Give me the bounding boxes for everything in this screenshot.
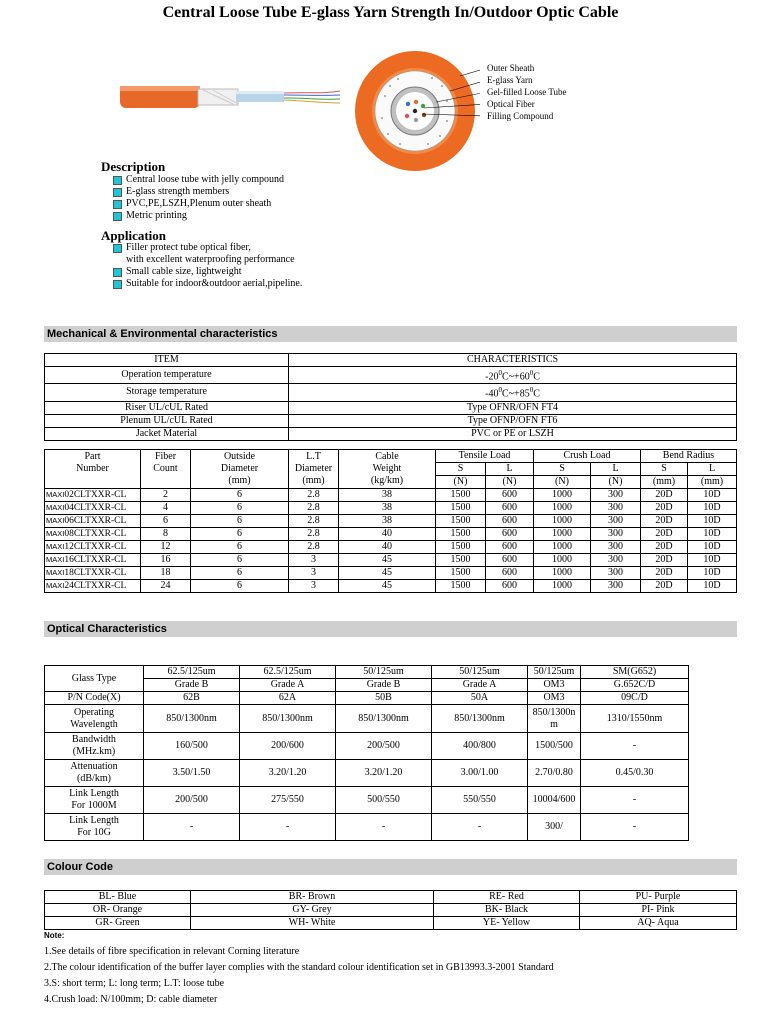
table-cell: PVC or PE or LSZH [289, 427, 737, 440]
table-cell: 3.20/1.20 [336, 760, 432, 787]
table-cell: 38 [339, 502, 436, 515]
table-cell: Storage temperature [45, 384, 289, 401]
table-cell: 2.8 [289, 502, 339, 515]
table-cell: 3 [289, 580, 339, 593]
description-heading: Description [101, 159, 166, 174]
note-item: 3.S: short term; L: long term; L.T: loose tube [44, 978, 225, 989]
part-number-cell: MAXI12CLTXXR-CL [45, 541, 141, 554]
bullet-square-icon [113, 244, 122, 253]
table-cell: 300 [591, 515, 641, 528]
table-cell: 2.8 [289, 515, 339, 528]
table-row [45, 384, 737, 401]
list-item: Metric printing [113, 210, 284, 222]
page-title: Central Loose Tube E-glass Yarn Strength In/Outdoor Optic Cable [162, 4, 619, 21]
list-item: with excellent waterproofing performance [126, 254, 295, 265]
table-cell: 3.20/1.20 [240, 760, 336, 787]
table-cell: Plenum UL/cUL Rated [45, 414, 289, 427]
table-cell: 200/500 [336, 733, 432, 760]
part-number-cell: MAXI06CLTXXR-CL [45, 515, 141, 528]
table-cell: Operation temperature [45, 367, 289, 384]
part-number-cell: MAXI08CLTXXR-CL [45, 528, 141, 541]
table-cell: 6 [191, 554, 289, 567]
table-header-cell: Operating Wavelength [45, 705, 144, 733]
table-cell: 6 [141, 515, 191, 528]
table-header-cell: Fiber Count [141, 450, 191, 489]
table-header-cell: (N) [486, 476, 534, 489]
application-heading: Application [101, 228, 167, 243]
table-cell: 600 [486, 567, 534, 580]
table-cell: GR- Green [45, 917, 191, 930]
table-cell: 6 [191, 580, 289, 593]
table-cell: 1000 [534, 528, 591, 541]
note-item: 2.The colour identification of the buffer layer complies with the standard colour identification set in GB13993.3-2001 Standard [44, 962, 554, 973]
table-cell: 20D [641, 489, 688, 502]
table-cell: 62.5/125um [144, 666, 240, 679]
callout-filling-compound: Filling Compound [487, 111, 554, 121]
table-header-cell: S [641, 463, 688, 476]
table-row [45, 891, 737, 904]
table-cell: 1000 [534, 567, 591, 580]
table-row [45, 666, 689, 679]
table-cell: 3.00/1.00 [432, 760, 528, 787]
table-cell: 62A [240, 692, 336, 705]
table-cell: 10D [688, 489, 737, 502]
table-cell: 400/800 [432, 733, 528, 760]
table-cell: Type OFNR/OFN FT4 [289, 401, 737, 414]
table-cell: 1500 [436, 528, 486, 541]
table-row [45, 502, 737, 515]
table-header-cell: Tensile Load [436, 450, 534, 463]
table-cell: 300 [591, 528, 641, 541]
table-cell: WH- White [191, 917, 434, 930]
table-cell: 10004/600 [528, 787, 581, 814]
table-cell: 850/1300nm [432, 705, 528, 733]
list-item: E-glass strength members [113, 186, 284, 198]
table-cell: Grade A [432, 679, 528, 692]
table-cell: $-20^0C\sim+60^0C$ [289, 367, 737, 384]
table-row [45, 917, 737, 930]
table-cell: GY- Grey [191, 904, 434, 917]
part-number-cell: MAXI24CLTXXR-CL [45, 580, 141, 593]
table-cell: 300 [591, 567, 641, 580]
optical-table [44, 665, 689, 841]
bullet-square-icon [113, 188, 122, 197]
table-cell: 10D [688, 515, 737, 528]
table-cell: RE- Red [434, 891, 580, 904]
table-cell: 1000 [534, 489, 591, 502]
specification-table [44, 449, 737, 593]
colour-code-table [44, 890, 737, 930]
table-cell: 300 [591, 554, 641, 567]
table-cell: 09C/D [581, 692, 689, 705]
table-cell: 6 [191, 489, 289, 502]
table-cell: 600 [486, 580, 534, 593]
table-cell: BR- Brown [191, 891, 434, 904]
table-cell: Grade B [144, 679, 240, 692]
table-cell: 200/600 [240, 733, 336, 760]
table-cell: OM3 [528, 692, 581, 705]
callout-loose-tube: Gel-filled Loose Tube [487, 87, 567, 97]
table-cell: 45 [339, 567, 436, 580]
table-cell: 50B [336, 692, 432, 705]
table-cell: 850/1300nm [144, 705, 240, 733]
table-row [45, 528, 737, 541]
table-row [45, 515, 737, 528]
table-cell: 6 [191, 541, 289, 554]
part-number-cell: MAXI04CLTXXR-CL [45, 502, 141, 515]
table-header-cell: S [534, 463, 591, 476]
table-cell: 1500/500 [528, 733, 581, 760]
table-cell: 20D [641, 541, 688, 554]
table-cell: 1500 [436, 554, 486, 567]
table-cell: - [432, 814, 528, 841]
table-cell: 20D [641, 554, 688, 567]
table-cell: 20D [641, 528, 688, 541]
cable-cross-section-illustration [350, 46, 480, 176]
table-row [45, 787, 689, 814]
table-row [45, 541, 737, 554]
table-cell: YE- Yellow [434, 917, 580, 930]
part-number-cell: MAXI16CLTXXR-CL [45, 554, 141, 567]
table-header-cell: P/N Code(X) [45, 692, 144, 705]
table-cell: 50A [432, 692, 528, 705]
cable-callout-labels [487, 62, 567, 122]
table-cell: Type OFNP/OFN FT6 [289, 414, 737, 427]
table-header-cell: Bend Radius [641, 450, 737, 463]
table-cell: 18 [141, 567, 191, 580]
table-cell: 10D [688, 567, 737, 580]
table-cell: OR- Orange [45, 904, 191, 917]
table-cell: PI- Pink [580, 904, 737, 917]
table-cell: $-40^0C\sim+85^0C$ [289, 384, 737, 401]
table-header-cell: L [688, 463, 737, 476]
table-cell: G.652C/D [581, 679, 689, 692]
part-number-cell: MAXI18CLTXXR-CL [45, 567, 141, 580]
table-cell: 16 [141, 554, 191, 567]
colour-code-section-bar: Colour Code [44, 859, 737, 875]
table-cell: 24 [141, 580, 191, 593]
table-cell: Grade A [240, 679, 336, 692]
table-cell: 3 [289, 554, 339, 567]
table-cell: OM3 [528, 679, 581, 692]
table-cell: 1500 [436, 541, 486, 554]
table-cell: 300 [591, 502, 641, 515]
note-item: 4.Crush load: N/100mm; D: cable diameter [44, 994, 218, 1005]
table-header-cell: ITEM [45, 354, 289, 367]
table-row [45, 904, 737, 917]
table-header-cell: L [486, 463, 534, 476]
table-cell: 160/500 [144, 733, 240, 760]
notes-heading: Note: [44, 931, 65, 940]
table-cell: Jacket Material [45, 427, 289, 440]
mechanical-table [44, 353, 737, 441]
table-cell: 20D [641, 515, 688, 528]
table-cell: 10D [688, 580, 737, 593]
table-row [45, 427, 737, 440]
table-header-cell: Outside Diameter (mm) [191, 450, 289, 489]
table-cell: 10D [688, 528, 737, 541]
table-cell: 6 [191, 528, 289, 541]
table-cell: SM(G652) [581, 666, 689, 679]
table-cell: 45 [339, 554, 436, 567]
table-cell: 38 [339, 515, 436, 528]
table-cell: 850/1300n m [528, 705, 581, 733]
table-header-cell: (mm) [688, 476, 737, 489]
table-cell: 40 [339, 528, 436, 541]
table-cell: 1000 [534, 502, 591, 515]
table-row [45, 705, 689, 733]
table-cell: 1000 [534, 580, 591, 593]
note-item: 1.See details of fibre specification in relevant Corning literature [44, 946, 300, 957]
table-cell: 2.8 [289, 528, 339, 541]
table-header-cell: Link Length For 1000M [45, 787, 144, 814]
table-cell: 45 [339, 580, 436, 593]
table-cell: BK- Black [434, 904, 580, 917]
table-cell: 300 [591, 541, 641, 554]
bullet-square-icon [113, 200, 122, 209]
list-item: Suitable for indoor&outdoor aerial,pipeline. [113, 278, 302, 290]
table-header-cell: Part Number [45, 450, 141, 489]
table-header-cell: Attenuation (dB/km) [45, 760, 144, 787]
table-cell: 300/ [528, 814, 581, 841]
table-cell: 6 [191, 515, 289, 528]
table-cell: - [336, 814, 432, 841]
table-cell: 0.45/0.30 [581, 760, 689, 787]
table-cell: 62B [144, 692, 240, 705]
table-cell: 3.50/1.50 [144, 760, 240, 787]
table-row [45, 414, 737, 427]
list-item: Filler protect tube optical fiber, [113, 242, 302, 254]
table-cell: 1500 [436, 502, 486, 515]
table-cell: 12 [141, 541, 191, 554]
table-row [45, 814, 689, 841]
table-header-cell: Glass Type [45, 666, 144, 692]
table-cell: 275/550 [240, 787, 336, 814]
table-cell: 1500 [436, 489, 486, 502]
table-cell: - [581, 787, 689, 814]
cable-side-view-illustration [118, 78, 358, 118]
table-cell: 1500 [436, 580, 486, 593]
table-cell: 40 [339, 541, 436, 554]
table-cell: BL- Blue [45, 891, 191, 904]
table-cell: 300 [591, 580, 641, 593]
application-list [113, 242, 302, 290]
table-row [45, 733, 689, 760]
table-row [45, 580, 737, 593]
table-cell: 600 [486, 489, 534, 502]
table-row [45, 354, 737, 367]
table-cell: 550/550 [432, 787, 528, 814]
table-header-cell: S [436, 463, 486, 476]
callout-optical-fiber: Optical Fiber [487, 99, 535, 109]
list-item: Central loose tube with jelly compound [113, 174, 284, 186]
bullet-square-icon [113, 268, 122, 277]
table-cell: 3 [289, 567, 339, 580]
table-cell: 20D [641, 502, 688, 515]
table-row [45, 401, 737, 414]
table-cell: - [581, 814, 689, 841]
table-cell: 1000 [534, 554, 591, 567]
table-row [45, 489, 737, 502]
table-row [45, 450, 737, 463]
table-row [45, 692, 689, 705]
table-header-cell: Link Length For 10G [45, 814, 144, 841]
table-cell: 1500 [436, 567, 486, 580]
table-cell: 600 [486, 554, 534, 567]
table-header-cell: Bandwidth (MHz.km) [45, 733, 144, 760]
list-item: PVC,PE,LSZH,Plenum outer sheath [113, 198, 284, 210]
table-cell: 200/500 [144, 787, 240, 814]
table-cell: 6 [191, 502, 289, 515]
table-header-cell: Crush Load [534, 450, 641, 463]
table-cell: 1000 [534, 541, 591, 554]
table-cell: 6 [191, 567, 289, 580]
table-cell: 38 [339, 489, 436, 502]
list-item: Small cable size, lightweight [113, 266, 302, 278]
table-cell: Grade B [336, 679, 432, 692]
table-cell: 62.5/125um [240, 666, 336, 679]
table-cell: 1310/1550nm [581, 705, 689, 733]
table-cell: 600 [486, 515, 534, 528]
table-row [45, 554, 737, 567]
table-cell: - [581, 733, 689, 760]
table-cell: 50/125um [528, 666, 581, 679]
table-row [45, 760, 689, 787]
bullet-square-icon [113, 176, 122, 185]
mechanical-section-bar: Mechanical & Environmental characteristics [44, 326, 737, 342]
bullet-square-icon [113, 212, 122, 221]
description-list [113, 174, 284, 222]
table-cell: AQ- Aqua [580, 917, 737, 930]
table-header-cell: (N) [436, 476, 486, 489]
table-cell: PU- Purple [580, 891, 737, 904]
table-cell: - [240, 814, 336, 841]
table-cell: 8 [141, 528, 191, 541]
table-cell: 850/1300nm [336, 705, 432, 733]
table-cell: 10D [688, 502, 737, 515]
table-row [45, 367, 737, 384]
optical-section-bar: Optical Characteristics [44, 621, 737, 637]
table-cell: 1000 [534, 515, 591, 528]
notes-section [44, 931, 554, 1008]
table-header-cell: Cable Weight (kg/km) [339, 450, 436, 489]
table-cell: 2.8 [289, 489, 339, 502]
bullet-square-icon [113, 280, 122, 289]
table-header-cell: L [591, 463, 641, 476]
table-cell: 10D [688, 554, 737, 567]
table-cell: 1500 [436, 515, 486, 528]
table-row [45, 567, 737, 580]
table-cell: 850/1300nm [240, 705, 336, 733]
table-cell: 600 [486, 528, 534, 541]
table-cell: 50/125um [336, 666, 432, 679]
table-header-cell: CHARACTERISTICS [289, 354, 737, 367]
table-cell: 10D [688, 541, 737, 554]
table-cell: - [144, 814, 240, 841]
callout-e-glass-yarn: E-glass Yarn [487, 75, 533, 85]
table-header-cell: (N) [534, 476, 591, 489]
table-cell: 600 [486, 502, 534, 515]
table-cell: 20D [641, 580, 688, 593]
table-header-cell: L.T Diameter (mm) [289, 450, 339, 489]
callout-outer-sheath: Outer Sheath [487, 63, 535, 73]
table-cell: 4 [141, 502, 191, 515]
table-cell: 2 [141, 489, 191, 502]
table-cell: 300 [591, 489, 641, 502]
part-number-cell: MAXI02CLTXXR-CL [45, 489, 141, 502]
table-cell: Riser UL/cUL Rated [45, 401, 289, 414]
table-header-cell: (N) [591, 476, 641, 489]
table-cell: 500/550 [336, 787, 432, 814]
table-cell: 2.70/0.80 [528, 760, 581, 787]
table-header-cell: (mm) [641, 476, 688, 489]
table-cell: 2.8 [289, 541, 339, 554]
table-cell: 20D [641, 567, 688, 580]
table-cell: 50/125um [432, 666, 528, 679]
table-cell: 600 [486, 541, 534, 554]
